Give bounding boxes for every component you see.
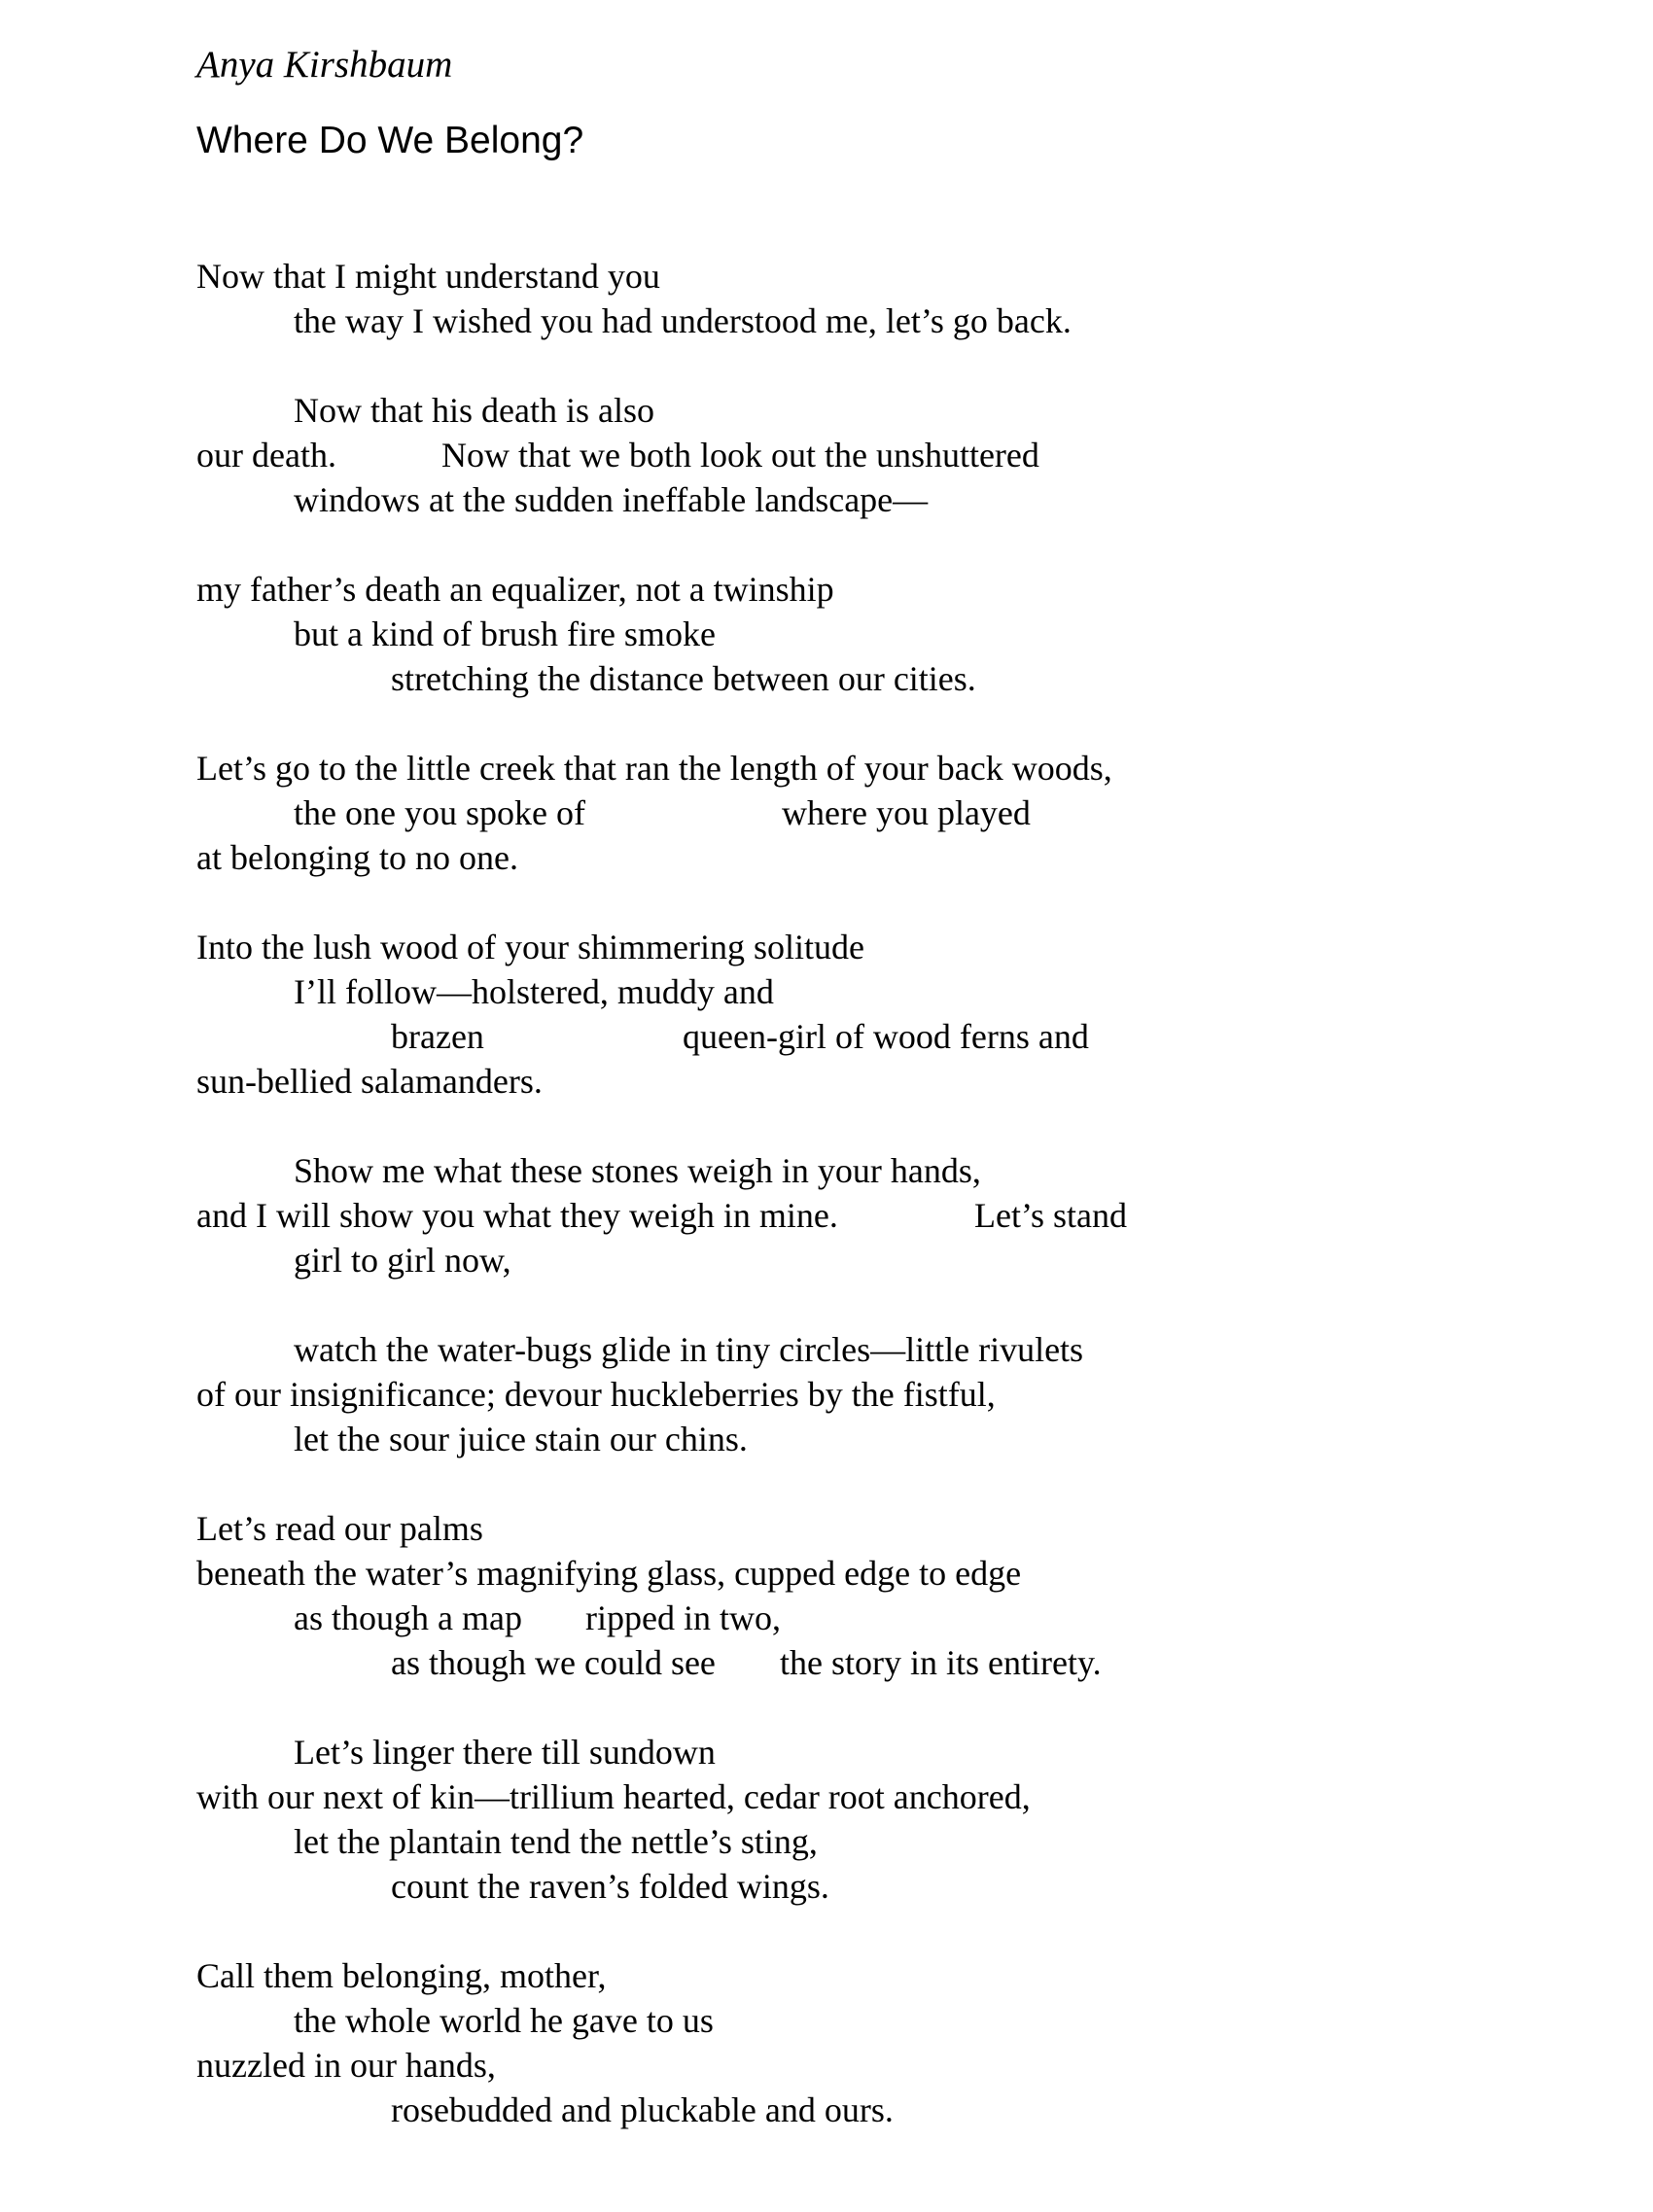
poem-line-text: Let’s read our palms [196,1509,483,1548]
poem-line-text: ripped in two, [585,1598,781,1637]
poem-line-text: girl to girl now, [294,1241,511,1280]
poem-line-text: the whole world he gave to us [294,2001,714,2040]
poem-line-text: watch the water-bugs glide in tiny circles—little rivulets [294,1330,1084,1369]
poem-line-text: with our next of kin—trillium hearted, cedar root anchored, [196,1777,1031,1816]
poem-line-text: Let’s stand [974,1196,1127,1235]
poem-line-text: the one you spoke of [294,793,585,832]
poem-line-text: let the sour juice stain our chins. [294,1420,748,1458]
poem-line-text: Now that we both look out the unshuttered [441,436,1039,474]
poem-line-text: Now that his death is also [294,391,654,430]
poem-line-text: our death. [196,436,336,474]
poem-line-text: Show me what these stones weigh in your hands, [294,1151,981,1190]
poem-line-text: nuzzled in our hands, [196,2046,496,2085]
poem-line-text: as though a map [294,1598,522,1637]
poem-line-text: as though we could see [391,1643,716,1682]
poem-line-text: my father’s death an equalizer, not a twinship [196,570,834,609]
poem-line-text: windows at the sudden ineffable landscape— [294,480,929,519]
poem-line-text: rosebudded and pluckable and ours. [391,2090,894,2129]
poem-line-text: Now that I might understand you [196,257,660,296]
poem-line-text: count the raven’s folded wings. [391,1867,829,1906]
poem-line-text: let the plantain tend the nettle’s sting, [294,1822,818,1861]
poem-line-text: beneath the water’s magnifying glass, cupped edge to edge [196,1554,1022,1593]
poem-line-text: but a kind of brush fire smoke [294,614,716,653]
poem-line-text: queen-girl of wood ferns and [683,1017,1089,1056]
poem-line-text: brazen [391,1017,484,1056]
poem-line-text: sun-bellied salamanders. [196,1062,543,1101]
poem-line-text: the way I wished you had understood me, let’s go back. [294,301,1072,340]
author-name: Anya Kirshbaum [196,44,453,86]
poem-line-text: where you played [782,793,1031,832]
poem-line-text: at belonging to no one. [196,838,518,877]
poem-line-text: the story in its entirety. [780,1643,1102,1682]
poem-title: Where Do We Belong? [196,120,584,161]
poem-line-text: Call them belonging, mother, [196,1956,607,1995]
poem-line-text: Into the lush wood of your shimmering solitude [196,928,864,966]
poem-line-text: Let’s linger there till sundown [294,1733,716,1772]
poem-line-text: stretching the distance between our cities. [391,659,976,698]
poem-line-text: of our insignificance; devour huckleberries by the fistful, [196,1375,996,1414]
poem-line-text: Let’s go to the little creek that ran the length of your back woods, [196,749,1112,788]
poem-line-text: and I will show you what they weigh in mine. [196,1196,838,1235]
poem-line-text: I’ll follow—holstered, muddy and [294,972,774,1011]
